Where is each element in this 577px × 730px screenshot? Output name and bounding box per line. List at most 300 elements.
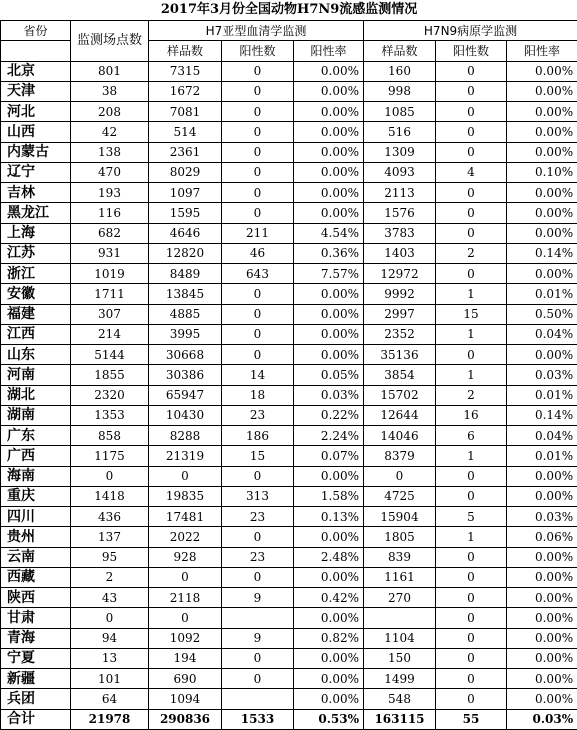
cell-pathogen-rate: 0.06% [507,527,577,547]
cell-serology-samples: 19835 [149,486,222,506]
table-row [1,466,577,486]
header-pathogen-samples: 样品数 [364,41,436,61]
cell-province: 海南 [1,466,71,486]
cell-pathogen-positives: 5 [436,507,507,527]
cell-serology-rate: 0.00% [294,648,364,668]
cell-pathogen-rate: 0.00% [507,183,577,203]
cell-pathogen-rate: 0.03% [507,507,577,527]
cell-sites: 2 [71,567,149,587]
cell-serology-positives: 313 [222,486,294,506]
header-pathogen-rate: 阳性率 [507,41,577,61]
cell-province: 兵团 [1,689,71,709]
cell-pathogen-rate: 0.10% [507,162,577,182]
table-row [1,102,577,122]
table-row [1,81,577,101]
cell-pathogen-samples: 270 [364,588,436,608]
cell-serology-rate: 0.00% [294,304,364,324]
cell-serology-positives: 9 [222,628,294,648]
cell-serology-positives: 15 [222,446,294,466]
cell-serology-positives: 0 [222,466,294,486]
cell-serology-rate: 0.00% [294,689,364,709]
cell-province: 黑龙江 [1,203,71,223]
cell-pathogen-samples: 2113 [364,183,436,203]
cell-serology-samples: 4885 [149,304,222,324]
cell-serology-rate: 0.00% [294,284,364,304]
cell-serology-samples: 690 [149,669,222,689]
cell-pathogen-rate: 0.00% [507,466,577,486]
cell-serology-rate: 0.00% [294,567,364,587]
cell-province: 湖南 [1,405,71,425]
cell-province: 山西 [1,122,71,142]
cell-serology-samples: 1672 [149,81,222,101]
cell-province: 贵州 [1,527,71,547]
table-row [1,628,577,648]
cell-sites: 38 [71,81,149,101]
cell-province: 河北 [1,102,71,122]
cell-pathogen-samples: 8379 [364,446,436,466]
table-row [1,162,577,182]
cell-serology-rate: 1.58% [294,486,364,506]
cell-pathogen-positives: 0 [436,183,507,203]
cell-sites: 101 [71,669,149,689]
cell-pathogen-positives: 0 [436,588,507,608]
cell-serology-samples: 2022 [149,527,222,547]
table-row [1,405,577,425]
table-row [1,507,577,527]
cell-province: 江苏 [1,243,71,263]
cell-sites: 436 [71,507,149,527]
cell-pathogen-samples: 2997 [364,304,436,324]
table-row [1,243,577,263]
cell-sites: 137 [71,527,149,547]
cell-province: 辽宁 [1,162,71,182]
cell-serology-positives: 0 [222,284,294,304]
table-title: 2017年3月份全国动物H7N9流感监测情况 [1,0,577,21]
cell-sites: 208 [71,102,149,122]
cell-province: 新疆 [1,669,71,689]
cell-serology-samples: 514 [149,122,222,142]
cell-serology-samples: 10430 [149,405,222,425]
cell-pathogen-rate: 0.00% [507,669,577,689]
cell-serology-samples: 8288 [149,426,222,446]
cell-sites: 0 [71,608,149,628]
table-row [1,122,577,142]
cell-pathogen-rate: 0.01% [507,446,577,466]
cell-serology-samples: 65947 [149,385,222,405]
cell-sites: 5144 [71,345,149,365]
cell-serology-positives: 9 [222,588,294,608]
total-pathogen-rate: 0.03% [507,709,577,729]
total-label: 合计 [1,709,71,729]
cell-serology-positives: 0 [222,304,294,324]
cell-serology-samples: 928 [149,547,222,567]
cell-sites: 43 [71,588,149,608]
cell-pathogen-rate: 0.00% [507,486,577,506]
cell-serology-samples: 194 [149,648,222,668]
cell-serology-positives: 0 [222,81,294,101]
cell-serology-positives: 0 [222,183,294,203]
cell-serology-rate: 0.42% [294,588,364,608]
cell-province: 内蒙古 [1,142,71,162]
header-sites: 监测场点数 [71,21,149,62]
cell-sites: 801 [71,61,149,81]
cell-serology-samples: 0 [149,567,222,587]
cell-sites: 13 [71,648,149,668]
cell-pathogen-samples: 2352 [364,324,436,344]
cell-pathogen-positives: 0 [436,689,507,709]
table-row [1,284,577,304]
cell-province: 重庆 [1,486,71,506]
cell-pathogen-rate: 0.00% [507,203,577,223]
table-row [1,608,577,628]
table-row [1,61,577,81]
cell-pathogen-samples: 14046 [364,426,436,446]
cell-serology-rate: 0.05% [294,365,364,385]
cell-serology-samples: 1094 [149,689,222,709]
table-row [1,648,577,668]
cell-serology-positives: 0 [222,669,294,689]
cell-serology-samples: 7315 [149,61,222,81]
cell-sites: 1019 [71,264,149,284]
cell-serology-positives [222,608,294,628]
cell-serology-rate: 0.00% [294,61,364,81]
cell-pathogen-positives: 0 [436,102,507,122]
cell-sites: 307 [71,304,149,324]
cell-serology-rate: 0.00% [294,122,364,142]
table-row [1,486,577,506]
cell-serology-positives: 0 [222,142,294,162]
cell-pathogen-positives: 1 [436,324,507,344]
cell-serology-positives: 0 [222,567,294,587]
cell-pathogen-positives: 0 [436,81,507,101]
table-row [1,669,577,689]
cell-pathogen-rate: 0.00% [507,102,577,122]
cell-serology-rate: 0.00% [294,608,364,628]
cell-pathogen-rate: 0.00% [507,122,577,142]
cell-serology-positives: 0 [222,122,294,142]
cell-pathogen-rate: 0.00% [507,628,577,648]
cell-province: 西藏 [1,567,71,587]
cell-serology-samples: 0 [149,466,222,486]
cell-pathogen-rate: 0.00% [507,142,577,162]
cell-serology-samples: 8489 [149,264,222,284]
cell-serology-rate: 0.07% [294,446,364,466]
cell-serology-positives: 0 [222,345,294,365]
cell-province: 广东 [1,426,71,446]
cell-serology-positives: 14 [222,365,294,385]
cell-province: 广西 [1,446,71,466]
cell-sites: 1855 [71,365,149,385]
cell-pathogen-positives: 0 [436,466,507,486]
cell-pathogen-positives: 0 [436,628,507,648]
cell-serology-positives: 211 [222,223,294,243]
cell-sites: 1353 [71,405,149,425]
cell-sites: 1175 [71,446,149,466]
cell-pathogen-rate: 0.00% [507,689,577,709]
table-row [1,527,577,547]
cell-serology-positives: 0 [222,203,294,223]
cell-serology-rate: 0.13% [294,507,364,527]
cell-serology-samples: 30386 [149,365,222,385]
cell-pathogen-samples: 3783 [364,223,436,243]
header-serology-positives: 阳性数 [222,41,294,61]
table-row [1,446,577,466]
cell-sites: 0 [71,466,149,486]
cell-pathogen-rate: 0.04% [507,324,577,344]
cell-pathogen-positives: 0 [436,547,507,567]
cell-sites: 95 [71,547,149,567]
cell-pathogen-positives: 0 [436,223,507,243]
cell-pathogen-rate: 0.00% [507,608,577,628]
cell-province: 四川 [1,507,71,527]
cell-province: 吉林 [1,183,71,203]
cell-pathogen-positives: 1 [436,284,507,304]
cell-sites: 1711 [71,284,149,304]
cell-province: 上海 [1,223,71,243]
header-serology-samples: 样品数 [149,41,222,61]
table-row [1,365,577,385]
cell-pathogen-positives: 0 [436,142,507,162]
cell-province: 北京 [1,61,71,81]
cell-pathogen-samples: 15904 [364,507,436,527]
total-pathogen-positives: 55 [436,709,507,729]
cell-province: 山东 [1,345,71,365]
cell-pathogen-positives: 15 [436,304,507,324]
cell-serology-positives: 18 [222,385,294,405]
cell-pathogen-samples: 12972 [364,264,436,284]
cell-pathogen-samples: 1085 [364,102,436,122]
cell-pathogen-rate: 0.04% [507,426,577,446]
cell-serology-positives: 0 [222,102,294,122]
cell-sites: 1418 [71,486,149,506]
cell-serology-positives: 0 [222,324,294,344]
cell-province: 江西 [1,324,71,344]
cell-serology-rate: 0.82% [294,628,364,648]
cell-serology-samples: 7081 [149,102,222,122]
cell-province: 甘肃 [1,608,71,628]
cell-province: 湖北 [1,385,71,405]
cell-serology-samples: 17481 [149,507,222,527]
cell-pathogen-samples: 9992 [364,284,436,304]
cell-pathogen-samples: 12644 [364,405,436,425]
cell-pathogen-rate: 0.01% [507,284,577,304]
cell-sites: 42 [71,122,149,142]
cell-pathogen-positives: 0 [436,567,507,587]
cell-province: 安徽 [1,284,71,304]
cell-serology-rate: 0.00% [294,81,364,101]
cell-pathogen-samples: 516 [364,122,436,142]
cell-pathogen-positives: 0 [436,345,507,365]
cell-serology-samples: 3995 [149,324,222,344]
table-row [1,203,577,223]
cell-serology-samples: 12820 [149,243,222,263]
cell-pathogen-positives: 0 [436,608,507,628]
cell-serology-samples: 4646 [149,223,222,243]
cell-sites: 931 [71,243,149,263]
total-serology-positives: 1533 [222,709,294,729]
cell-sites: 193 [71,183,149,203]
cell-serology-rate: 0.36% [294,243,364,263]
cell-serology-positives: 0 [222,527,294,547]
cell-serology-positives: 0 [222,61,294,81]
cell-province: 福建 [1,304,71,324]
cell-serology-samples: 2118 [149,588,222,608]
cell-pathogen-rate: 0.00% [507,648,577,668]
cell-province: 宁夏 [1,648,71,668]
cell-pathogen-positives: 2 [436,243,507,263]
cell-pathogen-rate: 0.01% [507,385,577,405]
cell-pathogen-rate: 0.50% [507,304,577,324]
table-row [1,385,577,405]
cell-pathogen-rate: 0.00% [507,81,577,101]
cell-sites: 116 [71,203,149,223]
cell-serology-rate: 2.48% [294,547,364,567]
cell-pathogen-rate: 0.00% [507,264,577,284]
cell-pathogen-samples: 160 [364,61,436,81]
cell-pathogen-positives: 0 [436,486,507,506]
cell-sites: 858 [71,426,149,446]
table-row [1,142,577,162]
cell-pathogen-samples: 1309 [364,142,436,162]
cell-pathogen-rate: 0.00% [507,567,577,587]
cell-serology-rate: 4.54% [294,223,364,243]
cell-serology-positives: 186 [222,426,294,446]
cell-serology-rate: 0.00% [294,527,364,547]
cell-serology-samples: 30668 [149,345,222,365]
table-row [1,567,577,587]
cell-serology-samples: 1092 [149,628,222,648]
cell-serology-rate: 0.00% [294,466,364,486]
cell-serology-samples: 0 [149,608,222,628]
cell-serology-positives: 23 [222,507,294,527]
header-pathogen-group: H7N9病原学监测 [364,21,577,41]
table-row [1,689,577,709]
table-row [1,345,577,365]
cell-serology-samples: 1097 [149,183,222,203]
cell-sites: 94 [71,628,149,648]
cell-pathogen-positives: 0 [436,203,507,223]
cell-pathogen-samples [364,608,436,628]
cell-pathogen-samples: 1403 [364,243,436,263]
title-row [1,0,577,21]
cell-serology-positives: 46 [222,243,294,263]
cell-serology-rate: 0.00% [294,162,364,182]
total-row [1,709,577,729]
cell-pathogen-samples: 4725 [364,486,436,506]
cell-serology-rate: 0.00% [294,345,364,365]
cell-pathogen-positives: 1 [436,527,507,547]
table-row [1,547,577,567]
cell-pathogen-samples: 4093 [364,162,436,182]
cell-province: 天津 [1,81,71,101]
table-row [1,183,577,203]
header-province: 省份 [1,21,71,41]
cell-pathogen-positives: 0 [436,264,507,284]
cell-pathogen-rate: 0.00% [507,61,577,81]
cell-sites: 2320 [71,385,149,405]
cell-serology-positives: 23 [222,547,294,567]
cell-serology-positives: 0 [222,648,294,668]
cell-serology-samples: 1595 [149,203,222,223]
cell-serology-samples: 13845 [149,284,222,304]
header-serology-rate: 阳性率 [294,41,364,61]
total-pathogen-samples: 163115 [364,709,436,729]
cell-pathogen-rate: 0.00% [507,547,577,567]
cell-serology-rate: 0.00% [294,183,364,203]
header-serology-group: H7亚型血清学监测 [149,21,364,41]
table-row [1,426,577,446]
cell-serology-positives: 23 [222,405,294,425]
cell-serology-positives: 643 [222,264,294,284]
cell-serology-rate: 0.00% [294,142,364,162]
cell-pathogen-positives: 0 [436,61,507,81]
total-serology-rate: 0.53% [294,709,364,729]
cell-province: 河南 [1,365,71,385]
cell-pathogen-positives: 2 [436,385,507,405]
table-row [1,324,577,344]
cell-pathogen-rate: 0.00% [507,588,577,608]
cell-sites: 64 [71,689,149,709]
cell-pathogen-samples: 150 [364,648,436,668]
cell-sites: 470 [71,162,149,182]
cell-serology-rate: 0.03% [294,385,364,405]
cell-pathogen-samples: 0 [364,466,436,486]
cell-province: 青海 [1,628,71,648]
cell-pathogen-rate: 0.14% [507,405,577,425]
cell-serology-rate: 7.57% [294,264,364,284]
cell-pathogen-samples: 839 [364,547,436,567]
cell-pathogen-positives: 1 [436,365,507,385]
cell-serology-positives: 0 [222,162,294,182]
cell-serology-samples: 2361 [149,142,222,162]
cell-pathogen-samples: 1104 [364,628,436,648]
cell-sites: 682 [71,223,149,243]
cell-serology-rate: 2.24% [294,426,364,446]
cell-pathogen-positives: 0 [436,122,507,142]
cell-serology-rate: 0.00% [294,203,364,223]
cell-pathogen-positives: 1 [436,446,507,466]
cell-pathogen-samples: 1805 [364,527,436,547]
cell-pathogen-positives: 6 [436,426,507,446]
total-serology-samples: 290836 [149,709,222,729]
cell-serology-samples: 21319 [149,446,222,466]
cell-pathogen-samples: 1499 [364,669,436,689]
cell-pathogen-samples: 998 [364,81,436,101]
table-body [1,61,577,709]
table-row [1,223,577,243]
table-row [1,304,577,324]
header-pathogen-positives: 阳性数 [436,41,507,61]
cell-serology-positives [222,689,294,709]
total-sites: 21978 [71,709,149,729]
table-row [1,588,577,608]
header-province-blank [1,41,71,61]
table-row [1,264,577,284]
cell-sites: 214 [71,324,149,344]
cell-pathogen-samples: 548 [364,689,436,709]
cell-serology-rate: 0.22% [294,405,364,425]
cell-pathogen-positives: 16 [436,405,507,425]
cell-pathogen-positives: 0 [436,648,507,668]
cell-province: 浙江 [1,264,71,284]
cell-province: 陕西 [1,588,71,608]
cell-serology-rate: 0.00% [294,324,364,344]
cell-pathogen-samples: 1161 [364,567,436,587]
cell-pathogen-positives: 4 [436,162,507,182]
cell-sites: 138 [71,142,149,162]
cell-province: 云南 [1,547,71,567]
header-row-1 [1,21,577,41]
